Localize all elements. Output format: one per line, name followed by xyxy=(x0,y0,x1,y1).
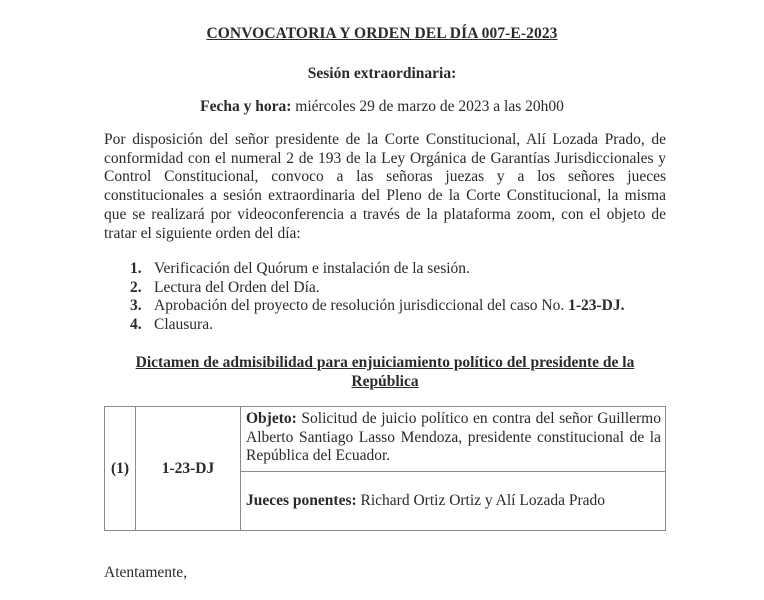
agenda-item-number: 4. xyxy=(130,316,142,334)
judges-text: Richard Ortiz Ortiz y Alí Lozada Prado xyxy=(356,492,606,509)
agenda-item-text: Verificación del Quórum e instalación de la sesión. xyxy=(154,260,470,277)
object-text: Solicitud de juicio político en contra del señor Guillermo Alberto Santiago Lasso Mendoza, presidente constitucional de la República del Ecuador. xyxy=(246,410,661,465)
case-judges xyxy=(241,472,666,531)
datetime-value: miércoles 29 de marzo de 2023 a las 20h00 xyxy=(291,98,564,115)
agenda-item xyxy=(130,316,624,335)
section-title: Dictamen de admisibilidad para enjuiciamiento político del presidente de la República xyxy=(135,354,635,390)
case-number: 1-23-DJ xyxy=(136,407,241,531)
agenda-item-text: Aprobación del proyecto de resolución jurisdiccional del caso No. 1-23-DJ. xyxy=(154,297,625,315)
agenda-item-number: 2. xyxy=(130,278,142,296)
closing-salutation: Atentamente, xyxy=(104,564,188,581)
session-type: Sesión extraordinaria: xyxy=(307,65,457,82)
judges-label: Jueces ponentes: xyxy=(246,492,357,509)
agenda-item-number: 1. xyxy=(130,260,142,277)
agenda-item xyxy=(130,260,624,279)
agenda-item xyxy=(130,279,624,298)
case-index: (1) xyxy=(105,407,136,531)
case-table xyxy=(104,406,666,531)
agenda-item xyxy=(130,297,624,316)
agenda-item-text: Clausura. xyxy=(154,316,213,334)
intro-paragraph: Por disposición del señor presidente de la Corte Constitucional, Alí Lozada Prado, de conformidad con el numeral 2 de 193 de la Ley Orgánica de Garantías Jurisdiccionales y Control Constitucional, convoco a las señoras juezas y a los señores jueces constitucionales a sesión extraordinaria del Pleno de la Corte Constitucional, la misma que se realizará por videoconferencia a través de la plataforma zoom, con el objeto de tratar el siguiente orden del día: xyxy=(104,131,666,242)
case-object xyxy=(241,407,666,472)
object-label: Objeto: xyxy=(246,410,297,428)
document-title: CONVOCATORIA Y ORDEN DEL DÍA 007-E-2023 xyxy=(206,25,558,42)
session-datetime xyxy=(0,98,764,116)
agenda-item-text: Lectura del Orden del Día. xyxy=(154,278,320,296)
agenda-item-number: 3. xyxy=(130,297,142,315)
agenda-list xyxy=(130,260,624,335)
table-row xyxy=(105,407,666,472)
datetime-label: Fecha y hora: xyxy=(200,98,292,115)
